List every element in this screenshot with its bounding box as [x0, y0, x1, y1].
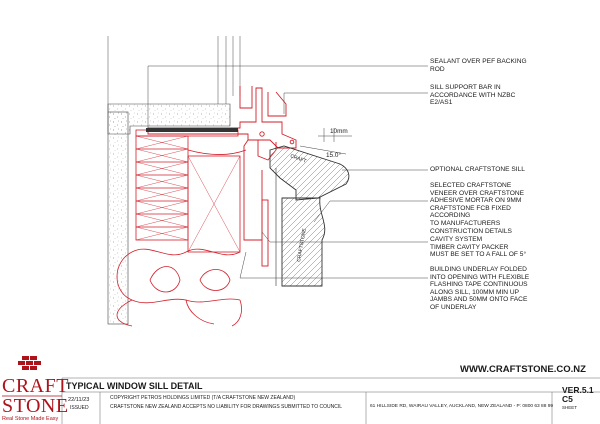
sheet-label: SHEET [562, 405, 578, 410]
note-sealant: SEALANT OVER PEF BACKING ROD [430, 58, 527, 73]
issued-label: ISSUED [70, 405, 89, 411]
dimension-slope: 15.0° [326, 152, 341, 159]
issue-date: 22/11/23 [68, 397, 90, 403]
window-frame-above [108, 36, 240, 112]
liability-note: CRAFTSTONE NEW ZEALAND ACCEPTS NO LIABILITY FOR DRAWINGS SUBMITTED TO COUNCIL [110, 404, 342, 410]
website-label: WWW.CRAFTSTONE.CO.NZ [460, 364, 586, 375]
note-building-underlay: BUILDING UNDERLAY FOLDED INTO OPENING WITH FLEXIBLE FLASHING TAPE CONTINUOUS ALONG SILL, 100MM MIN UP JAMBS AND 50MM ONTO FACE OF UNDERLAY [430, 266, 530, 311]
copyright-note: COPYRIGHT PETROS HOLDINGS LIMITED (T/A CRAFTSTONE NEW ZEALAND) [110, 395, 296, 401]
sill-label-craft: CRAFT [289, 153, 308, 165]
craftstone-logo-icon [18, 356, 41, 370]
drawing-title: TYPICAL WINDOW SILL DETAIL [66, 381, 203, 391]
company-address: 61 HILLSIDE RD, WAIRAU VALLEY, AUCKLAND, NEW ZEALAND - P: 0800 63 88 99 [370, 404, 554, 409]
timber-framing [136, 130, 240, 252]
note-optional-sill: OPTIONAL CRAFTSTONE SILL [430, 166, 525, 173]
brand-stone: STONE [2, 395, 69, 417]
insulation [117, 249, 242, 326]
version-label: VER.5.1 [562, 385, 594, 395]
brand-tagline: Real Stone Made Easy [2, 416, 59, 422]
note-sill-support-bar: SILL SUPPORT BAR IN ACCORDANCE WITH NZBC E2/AS1 [430, 84, 516, 107]
note-cavity-system: CAVITY SYSTEM TIMBER CAVITY PACKER MUST BE SET TO A FALL OF 5° [430, 236, 527, 259]
dimension-gap: 10mm [330, 128, 348, 135]
sheet-number: C5 [562, 394, 573, 404]
note-veneer: SELECTED CRAFTSTONE VENEER OVER CRAFTSTONE ADHESIVE MORTAR ON 9MM CRAFTSTONE FCB FIXED ACCORDING TO MANUFACTURERS CONSTRUCTION DETAILS [430, 182, 525, 235]
brand-craft: CRAFT [2, 375, 69, 397]
sill-liner [146, 128, 238, 132]
sill-label-craftstone: CRAFTSTONE [296, 228, 308, 263]
